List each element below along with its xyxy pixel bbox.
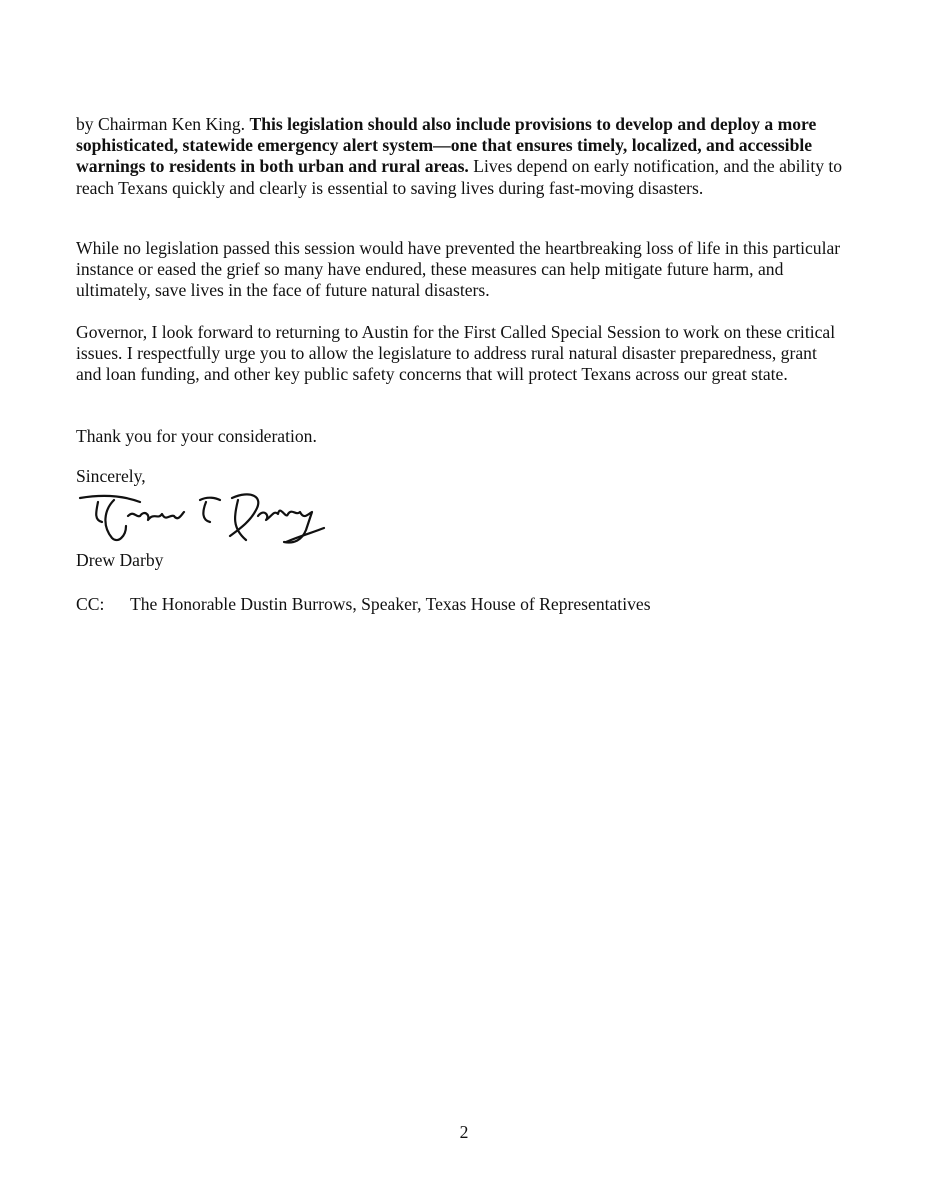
- closing-salutation: Sincerely,: [76, 466, 146, 486]
- cc-recipient: The Honorable Dustin Burrows, Speaker, Texas House of Representatives: [130, 594, 651, 614]
- paragraph-special-session: Governor, I look forward to returning to Austin for the First Called Special Session to work on these critical issues. I respectfully urge you to allow the legislature to address rural natural disaster preparedness, grant and loan funding, and other key public safety concerns that will protect Texans across our great state.: [76, 322, 836, 385]
- signer-name: Drew Darby: [76, 550, 164, 570]
- paragraph-tail-text: Lives depend on early notification, and the ability to reach Texans quickly and clearly is essential to saving lives during fast-moving disasters.: [76, 156, 843, 198]
- paragraph-bold-text: This legislation should also include provisions to develop and deploy a more sophisticated, statewide emergency alert system—one that ensures timely, localized, and accessible warnings to residents in both urban and rural areas.: [76, 114, 817, 177]
- paragraph-thank-you: Thank you for your consideration.: [76, 426, 317, 446]
- cc-label: CC:: [76, 594, 105, 614]
- paragraph-legislation: While no legislation passed this session would have prevented the heartbreaking loss of life in this particular instance or eased the grief so many have endured, these measures can help mitigate future harm, and ultimately, save lives in the face of future natural disasters.: [76, 238, 841, 301]
- handwritten-signature: [74, 486, 334, 550]
- paragraph-emergency-alert: [76, 114, 846, 199]
- paragraph-lead-text: by Chairman Ken King.: [76, 114, 250, 134]
- page-number: 2: [459, 1122, 469, 1142]
